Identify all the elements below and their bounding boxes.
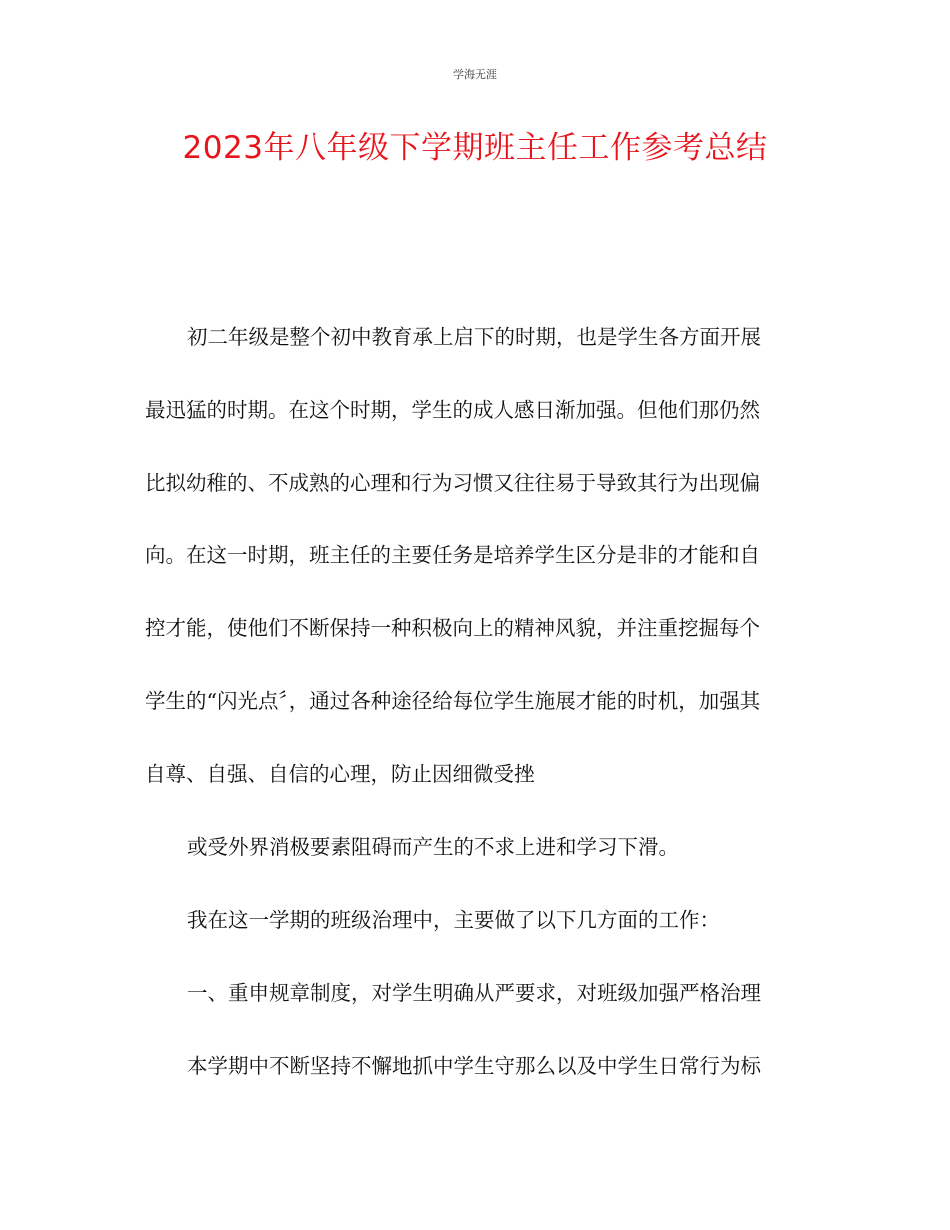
body-line: 或受外界消极要素阻碍而产生的不求上进和学习下滑。 xyxy=(187,835,679,859)
section-heading: 一、重申规章制度，对学生明确从严要求，对班级加强严格治理 xyxy=(187,981,761,1005)
body-line: 向。在这一时期，班主任的主要任务是培养学生区分是非的才能和自 xyxy=(145,543,760,567)
body-line: 本学期中不断坚持不懈地抓中学生守那么以及中学生日常行为标 xyxy=(187,1054,761,1078)
body-line: 自尊、自强、自信的心理，防止因细微受挫 xyxy=(145,762,535,786)
body-line: 控才能，使他们不断保持一种积极向上的精神风貌，并注重挖掘每个 xyxy=(145,616,760,640)
body-line: 最迅猛的时期。在这个时期，学生的成人感日渐加强。但他们那仍然 xyxy=(145,398,760,422)
body-line: 比拟幼稚的、不成熟的心理和行为习惯又往往易于导致其行为出现偏 xyxy=(145,471,760,495)
body-line: 初二年级是整个初中教育承上启下的时期，也是学生各方面开展 xyxy=(187,325,761,349)
document-title: 2023年八年级下学期班主任工作参考总结 xyxy=(182,130,768,166)
body-line: 学生的“闪光点〞，通过各种途径给每位学生施展才能的时机，加强其 xyxy=(145,689,761,713)
body-line: 我在这一学期的班级治理中，主要做了以下几方面的工作： xyxy=(187,908,720,932)
page-header: 学海无涯 xyxy=(453,68,497,81)
